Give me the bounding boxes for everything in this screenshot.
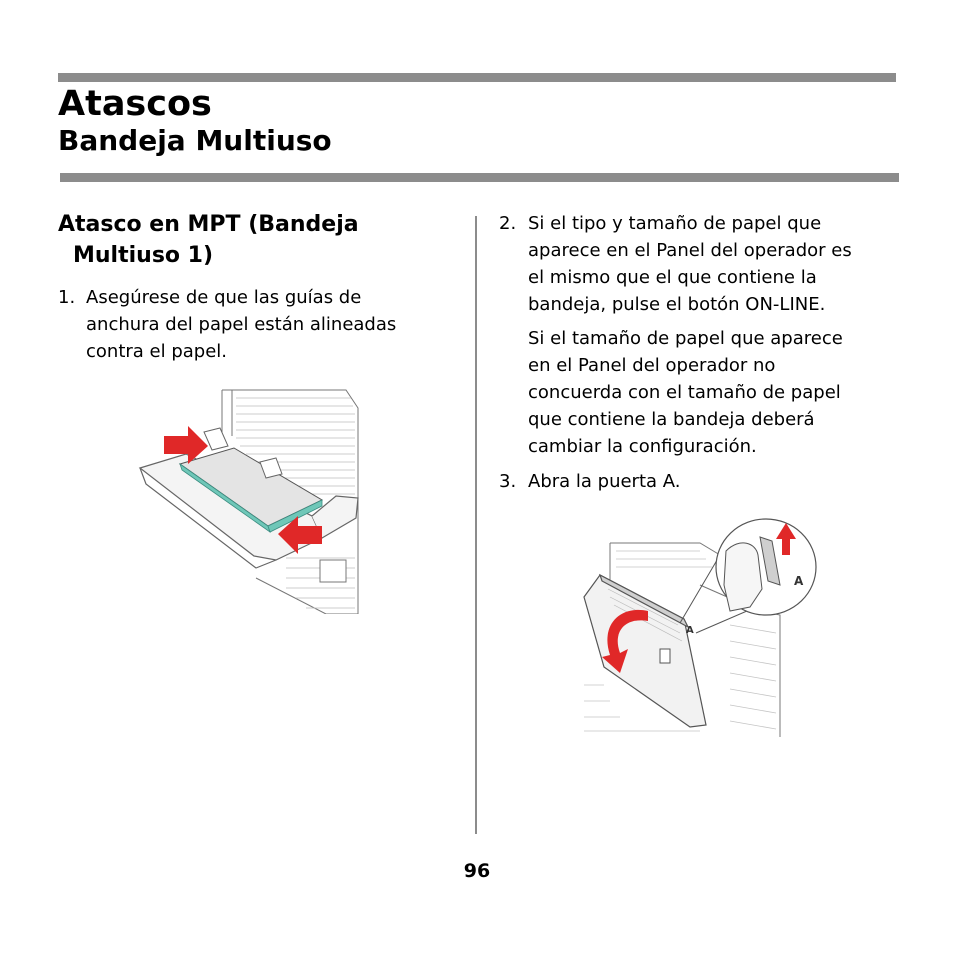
step-3-line: Abra la puerta A. — [528, 471, 681, 492]
step-1-line: contra el papel. — [86, 341, 228, 362]
door-handle — [660, 649, 670, 663]
step-2 — [499, 210, 919, 318]
step-2-line: Si el tipo y tamaño de papel que — [528, 213, 822, 234]
note-paragraph — [528, 325, 928, 460]
page-title: Atascos — [58, 84, 212, 124]
door-a-illustration — [580, 515, 820, 737]
section-heading — [58, 209, 458, 271]
step-1 — [58, 284, 458, 365]
step-3 — [499, 468, 919, 495]
step-1-text — [86, 284, 396, 365]
header-rule — [60, 173, 899, 182]
section-heading-line-1: Atasco en MPT (Bandeja — [58, 212, 359, 237]
note-line: cambiar la configuración. — [528, 436, 757, 457]
step-2-line: el mismo que el que contiene la — [528, 267, 817, 288]
tray-slot — [320, 560, 346, 582]
note-line: en el Panel del operador no — [528, 355, 776, 376]
door-label: A — [686, 625, 694, 636]
callout-door-label: A — [794, 574, 804, 588]
top-rule — [58, 73, 896, 82]
note-line: concuerda con el tamaño de papel — [528, 382, 841, 403]
step-1-line: anchura del papel están alineadas — [86, 314, 397, 335]
note-line: Si el tamaño de papel que aparece — [528, 328, 843, 349]
step-1-number: 1. — [58, 287, 76, 308]
page-number: 96 — [463, 860, 491, 882]
step-2-line: bandeja, pulse el botón ON-LINE. — [528, 294, 826, 315]
step-3-text — [528, 468, 680, 495]
note-line: que contiene la bandeja deberá — [528, 409, 815, 430]
page-subtitle: Bandeja Multiuso — [58, 124, 332, 157]
step-2-number: 2. — [499, 213, 517, 234]
mp-tray-illustration — [136, 388, 360, 614]
callout-line — [680, 555, 720, 623]
step-1-line: Asegúrese de que las guías de — [86, 287, 362, 308]
open-door — [584, 575, 706, 727]
section-heading-line-2: Multiuso 1) — [73, 243, 214, 268]
step-2-line: aparece en el Panel del operador es — [528, 240, 852, 261]
step-2-text — [528, 210, 852, 318]
step-3-number: 3. — [499, 471, 517, 492]
column-divider — [475, 216, 477, 834]
